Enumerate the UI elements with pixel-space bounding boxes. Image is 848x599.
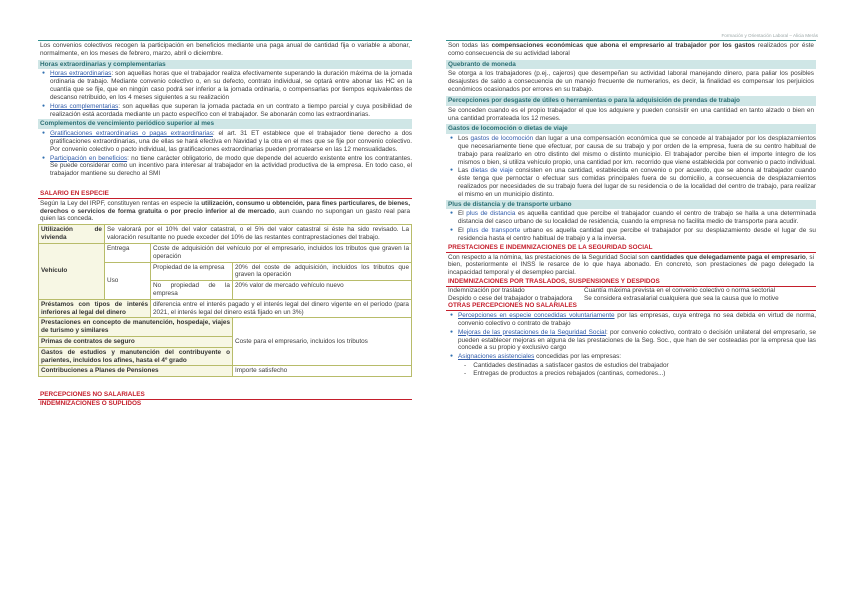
heading-plus: Plus de distancia y de transporte urbano (446, 200, 816, 210)
especie-table (38, 224, 412, 377)
text: Las (458, 167, 471, 175)
text: Los (458, 135, 471, 143)
term-link[interactable]: Horas complementarias (50, 102, 119, 110)
item-text: urbano es aquella cantidad que percibe el trabajador por su desplazamiento desde el lugar de su residencia hasta el centro habitual de trabajo y a la inversa. (458, 227, 816, 242)
text: realizados por éste como consecuencia de su actividad laboral (448, 42, 814, 57)
gastos-label: Gastos de estudios y manutención del contribuyente o parientes, incluidos los afines, hasta el 4º grado (39, 347, 233, 366)
text: , aun cuando no supongan un gasto real para quien las conceda. (40, 207, 410, 223)
list-item (458, 329, 816, 352)
table-row (446, 295, 816, 303)
indem-key: Despido o cese del trabajador o trabajadora (448, 294, 573, 302)
dash-text: Entregas de productos a precios rebajados (cantinas, comedores...) (473, 369, 666, 377)
especie-intro (38, 199, 412, 224)
item-text: concedidas por las empresas: (534, 353, 622, 361)
quebranto-text: Se otorga a los trabajadores (p.ej., cajeros) que desempeñan su actividad laboral manejando dinero, para paliar los posibles desajustes de saldo a consecuencia de un manejo frecuente de numerarios, es decir, la finalidad es compensar los perjuicios económicos ocasionados por errores en su trabajo. (448, 70, 814, 94)
desgaste-text: Se conceden cuando es el propio trabajador el que los adquiere y pueden consistir en una cantidad en tanto alzado o bien en una cantidad prorrateada los 12 meses. (448, 106, 814, 122)
term-link[interactable]: Participación en beneficios (50, 154, 128, 162)
list-item (458, 312, 816, 328)
list-item (50, 155, 412, 178)
term-link[interactable]: Asignaciones asistenciales (458, 353, 535, 361)
planes-text: Importe satisfecho (233, 366, 412, 377)
text-bold: cantidades que delegadamente paga el empresario (650, 253, 806, 261)
vencimiento-list (38, 130, 412, 178)
item-text: consisten en una cantidad, establecida en convenio o por acuerdo, que se abona al trabajador cuando éste tenga que pernoctar o efectuar sus comidas principales fuera de su domicilio, a consecuencia de desplazamientos realizados por necesidades de su trabajo fuera del lugar de su residencia o de la localidad del centro de trabajo, para realizar el mismo en un municipio distinto. (458, 167, 816, 198)
uso-noprop-text: 20% valor de mercado vehículo nuevo (233, 281, 412, 300)
asist-dash-1: - Cantidades destinadas a satisfacer gastos de estudios del trabajador (464, 362, 669, 370)
vehiculo-label: Vehículo (39, 243, 105, 299)
indemnizaciones-table (446, 287, 816, 303)
item-text: : el art. 31 ET establece que el trabajador tiene derecho a dos gratificaciones extraordinarias, una de ellas se hará efectiva en Navidad y la otra en el mes que se fije por convenio colectivo. Por convenio colectivo o pacto individual, las gratificaciones extraordinarias pueden prorratearse en las 12 mensualidades. (50, 130, 413, 153)
asist-dash-2: - Entregas de productos a precios rebajados (cantinas, comedores...) (464, 369, 666, 377)
uso-label: Uso (105, 262, 151, 299)
table-row (446, 287, 816, 295)
list-item (50, 103, 412, 119)
entrega-label: Entrega (105, 243, 151, 262)
primas-label: Primas de contratos de seguro (39, 337, 233, 348)
heading-quebranto: Quebranto de moneda (446, 60, 816, 70)
manutencion-label: Prestaciones en concepto de manutención, hospedaje, viajes de turismo y similares (39, 318, 233, 337)
list-item (50, 130, 412, 153)
text: El (458, 210, 467, 218)
term-link[interactable]: Percepciones en especie concedidas voluntariamente (458, 312, 615, 320)
term: plus de distancia (466, 210, 516, 218)
vivienda-label: Utilización de vivienda (39, 225, 105, 244)
text: El (458, 227, 467, 235)
heading-indemnizaciones-traslados: INDEMNIZACIONES POR TRASLADOS, SUSPENSIONES Y DESPIDOS (446, 278, 816, 287)
text: Con respecto a la nómina, las prestaciones de la Seguridad Social son (448, 253, 651, 261)
prestamos-label: Préstamos con tipos de interés inferiores al legal del dinero (39, 299, 151, 318)
heading-prestaciones: PRESTACIONES E INDEMNIZACIONES DE LA SEGURIDAD SOCIAL (446, 244, 816, 253)
text: Según la Ley del IRPF, constituyen rentas en especie la (40, 199, 202, 207)
heading-horas-extra: Horas extraordinarias y complementarias (38, 60, 412, 70)
uso-noprop-label: No propiedad de la empresa (151, 281, 233, 300)
term-link[interactable]: Mejoras de las prestaciones de la Seguridad Social (458, 328, 607, 336)
item-text: : son aquellas que superan la jornada pactada en un contrato a tiempo parcial y cuya posibilidad de realización está acordada mediante un pacto específico con el trabajador. Se abonarán como las extraordinarias. (50, 102, 413, 118)
planes-label: Contribuciones a Planes de Pensiones (39, 366, 233, 377)
item-text: es aquella cantidad que percibe el trabajador cuando el centro de trabajo se halla a una determinada distancia del casco urbano de su localidad de residencia, cuando la empresa no facilita medio de transporte para acudir. (458, 210, 816, 226)
text: Son todas las (448, 42, 492, 49)
heading-locomocion: Gastos de locomoción o dietas de viaje (446, 124, 816, 134)
list-item (458, 210, 816, 226)
prestaciones-text (446, 253, 816, 278)
uso-prop-label: Propiedad de la empresa (151, 262, 233, 281)
item-text: por las empresas, cuya entrega no sea debida en virtud de norma, convenio colectivo o contrato de trabajo (458, 312, 816, 327)
indem-value: Se considera extrasalarial cualquiera que sea la causa que lo motive (584, 294, 779, 302)
plus-list (446, 210, 816, 242)
term: plus de transporte (466, 227, 521, 235)
item-text: dan lugar a una compensación económica que se concede al trabajador por los desplazamientos que necesariamente tiene que efectuar, por causa de su trabajo y por orden de la empresa, fuera de su centro habitual de trabajo para realizarlo en otro distinto del mismo o distinto municipio. El trabajador percibe bien el importe íntegro de los mismos o bien, si utiliza vehículo propio, una cantidad por km. recorrido que viene establecida por convenio o pacto individual. (458, 135, 816, 166)
prestamos-text: diferencia entre el interés pagado y el interés legal del dinero vigente en el período (para 2021, el interés legal del dinero está fijado en un 3%) (151, 299, 412, 318)
heading-desgaste: Percepciones por desgaste de útiles o herramientas o para la adquisición de prendas de trabajo (446, 96, 816, 106)
indem-value: Cuantía máxima prevista en el convenio colectivo o norma sectorial (584, 286, 776, 294)
text-bold: utilización, consumo u obtención, para fines particulares, de bienes, derechos o servicios de forma gratuita o por precio inferior al de mercado (40, 199, 410, 215)
otras-list (446, 312, 816, 361)
entrega-text: Coste de adquisición del vehículo por el empresario, incluidos los tributos que graven la operación (151, 243, 412, 262)
uso-prop-text: 20% del coste de adquisición, incluidos los tributos que graven la operación (233, 262, 412, 281)
right-intro (446, 40, 816, 59)
term-link[interactable]: Horas extraordinarias (50, 70, 112, 78)
list-item (458, 135, 816, 166)
heading-indemnizaciones: INDEMNIZACIONES O SUPLIDOS (40, 400, 142, 408)
left-intro: Los convenios colectivos recogen la participación en beneficios mediante una paga anual de cantidad fija o variable a abonar, normalmente, en los meses de febrero, marzo, abril o diciembre. (40, 42, 410, 57)
left-column (38, 40, 412, 408)
right-column (446, 40, 816, 378)
item-text: : no tiene carácter obligatorio, de modo que depende del acuerdo existente entre los contratantes. Se puede considerar como un incentivo para interesar al trabajador en la actividad productiva de la empresa. En todo caso, el trabajador mantiene su derecho al SMI (50, 154, 412, 178)
locomocion-list (446, 135, 816, 199)
vivienda-text: Se valorará por el 10% del valor catastral, o el 5% del valor catastral si éste ha sido revisado. La valoración resultante no puede exceder del 10% de las restantes contraprestaciones del trabajo. (105, 225, 412, 244)
term: dietas de viaje (470, 167, 514, 175)
horas-list (38, 70, 412, 118)
indem-key: Indemnización por traslado (448, 286, 525, 294)
heading-vencimiento: Complementos de vencimiento periódico superior al mes (38, 119, 412, 129)
list-item (458, 167, 816, 198)
list-item (458, 353, 816, 361)
running-header: Formación y Orientación Laboral – Alicia Merás (721, 33, 818, 38)
text-bold: compensaciones económicas que abona el empresario al trabajador por los gastos (491, 42, 756, 49)
item-text: : por convenio colectivo, contrato o decisión unilateral del empresario, se pueden establecer mejoras en alguna de las prestaciones de la Seg. Soc., que han de ser costeadas por la empresa que las concede a su propio y exclusivo cargo (458, 328, 816, 352)
heading-otras: OTRAS PERCEPCIONES NO SALARIALES (446, 302, 816, 311)
term-link[interactable]: Gratificaciones extraordinarias o pagas extraordinarias (50, 130, 213, 138)
heading-salario-especie: SALARIO EN ESPECIE (38, 190, 412, 199)
dash-text: Cantidades destinadas a satisfacer gastos de estudios del trabajador (473, 362, 669, 370)
coste-text: Coste para el empresario, incluidos los tributos (233, 318, 412, 366)
list-item (458, 227, 816, 243)
term: gastos de locomoción (470, 135, 534, 143)
list-item (50, 70, 412, 101)
text: , si bien, posteriormente el INSS le resarce de lo que haya abonado. En concreto, son prestaciones de pago delegado la incapacidad temporal y el desempleo parcial. (448, 253, 814, 277)
heading-no-salariales: PERCEPCIONES NO SALARIALES (38, 391, 412, 400)
item-text: : son aquellas horas que el trabajador realiza efectivamente superando la duración máxima de la jornada ordinaria de trabajo. Mediante convenio colectivo o, en su defecto, contrato individual, se optará entre abonar las HC en la cuantía que se fije, que en ningún caso podrá ser inferior a la jornada ordinaria, o compensarlas por tiempos equivalentes de descanso retribuido, en los 4 meses siguientes a su realización (50, 70, 412, 101)
